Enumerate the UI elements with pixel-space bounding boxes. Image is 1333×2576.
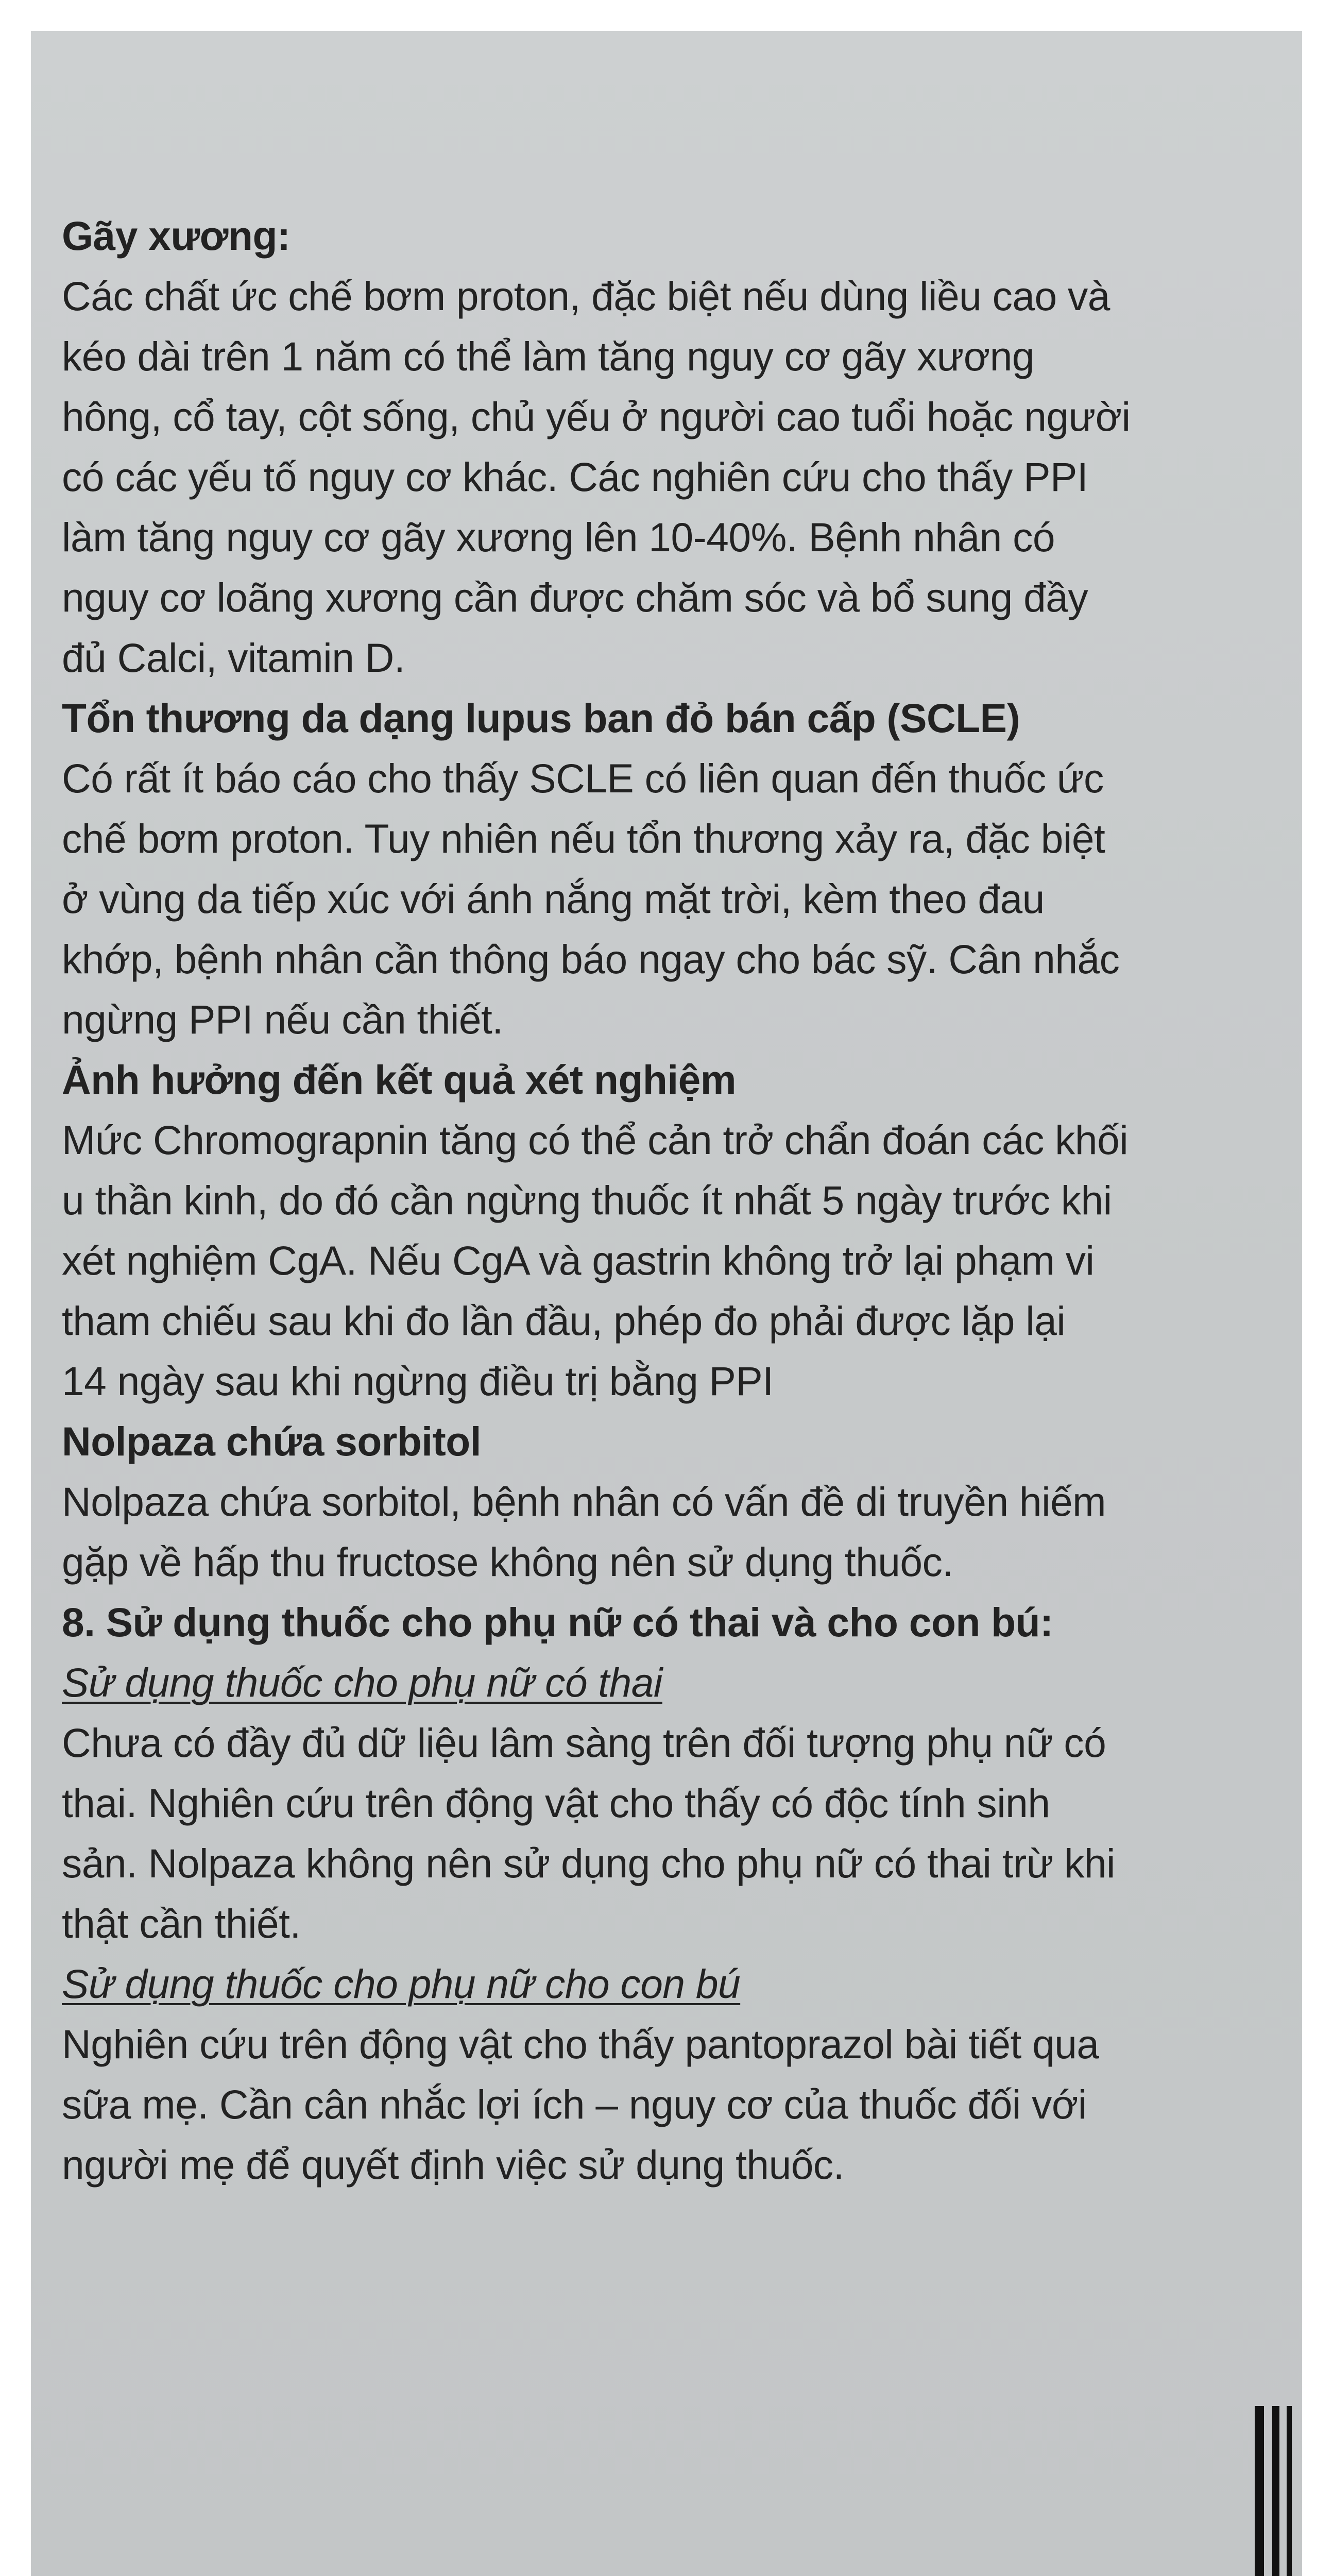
text-line: có các yếu tố nguy cơ khác. Các nghiên cứu cho thấy PPI — [62, 454, 1088, 500]
text-line: chế bơm proton. Tuy nhiên nếu tổn thương xảy ra, đặc biệt — [62, 816, 1105, 861]
barcode-bar — [1272, 2406, 1279, 2576]
text-line: ở vùng da tiếp xúc với ánh nắng mặt trời, kèm theo đau — [62, 876, 1045, 922]
text-line: đủ Calci, vitamin D. — [62, 635, 405, 681]
subsection-heading — [62, 1954, 1257, 2014]
text-line: Mức Chromograpnin tăng có thể cản trở chẩn đoán các khối — [62, 1117, 1129, 1163]
text-line: làm tăng nguy cơ gãy xương lên 10-40%. Bệnh nhân có — [62, 515, 1055, 560]
document-body — [62, 206, 1257, 2195]
text-line: Có rất ít báo cáo cho thấy SCLE có liên quan đến thuốc ức — [62, 756, 1104, 801]
text-line: ngừng PPI nếu cần thiết. — [62, 997, 503, 1042]
text-line: kéo dài trên 1 năm có thể làm tăng nguy cơ gãy xương — [62, 334, 1035, 379]
section-heading: Ảnh hưởng đến kết quả xét nghiệm — [62, 1057, 737, 1103]
document-page — [31, 31, 1302, 2576]
text-line: hông, cổ tay, cột sống, chủ yếu ở người cao tuổi hoặc người — [62, 394, 1131, 439]
text-line: Chưa có đầy đủ dữ liệu lâm sàng trên đối tượng phụ nữ có — [62, 1720, 1106, 1766]
text-line: 14 ngày sau khi ngừng điều trị bằng PPI — [62, 1359, 774, 1404]
subsection-heading-text: Sử dụng thuốc cho phụ nữ có thai — [62, 1660, 662, 1705]
barcode-bar — [1287, 2406, 1292, 2576]
text-line: khớp, bệnh nhân cần thông báo ngay cho bác sỹ. Cân nhắc — [62, 937, 1120, 982]
text-line: tham chiếu sau khi đo lần đầu, phép đo phải được lặp lại — [62, 1298, 1066, 1344]
text-line: thật cần thiết. — [62, 1901, 301, 1946]
text-line: Nghiên cứu trên động vật cho thấy pantoprazol bài tiết qua — [62, 2022, 1099, 2067]
text-line: sản. Nolpaza không nên sử dụng cho phụ nữ có thai trừ khi — [62, 1841, 1115, 1886]
text-line: sữa mẹ. Cần cân nhắc lợi ích – nguy cơ của thuốc đối với — [62, 2082, 1087, 2127]
text-line: thai. Nghiên cứu trên động vật cho thấy có độc tính sinh — [62, 1781, 1050, 1826]
text-line: Nolpaza chứa sorbitol, bệnh nhân có vấn đề di truyền hiếm — [62, 1479, 1106, 1524]
barcode-mark — [1255, 2406, 1296, 2576]
text-line: xét nghiệm CgA. Nếu CgA và gastrin không trở lại phạm vi — [62, 1238, 1095, 1283]
text-line: nguy cơ loãng xương cần được chăm sóc và bổ sung đầy — [62, 575, 1088, 620]
text-line: gặp về hấp thu fructose không nên sử dụng thuốc. — [62, 1539, 953, 1585]
subsection-heading — [62, 1653, 1257, 1713]
subsection-heading-text: Sử dụng thuốc cho phụ nữ cho con bú — [62, 1961, 741, 2007]
section-heading: Gãy xương: — [62, 213, 290, 259]
text-line: Các chất ức chế bơm proton, đặc biệt nếu dùng liều cao và — [62, 274, 1110, 319]
section-heading: 8. Sử dụng thuốc cho phụ nữ có thai và cho con bú: — [62, 1600, 1053, 1645]
barcode-bar — [1255, 2406, 1264, 2576]
section-heading: Tổn thương da dạng lupus ban đỏ bán cấp (SCLE) — [62, 696, 1020, 741]
text-line: người mẹ để quyết định việc sử dụng thuốc. — [62, 2142, 844, 2188]
section-heading: Nolpaza chứa sorbitol — [62, 1419, 482, 1464]
text-line: u thần kinh, do đó cần ngừng thuốc ít nhất 5 ngày trước khi — [62, 1178, 1112, 1223]
